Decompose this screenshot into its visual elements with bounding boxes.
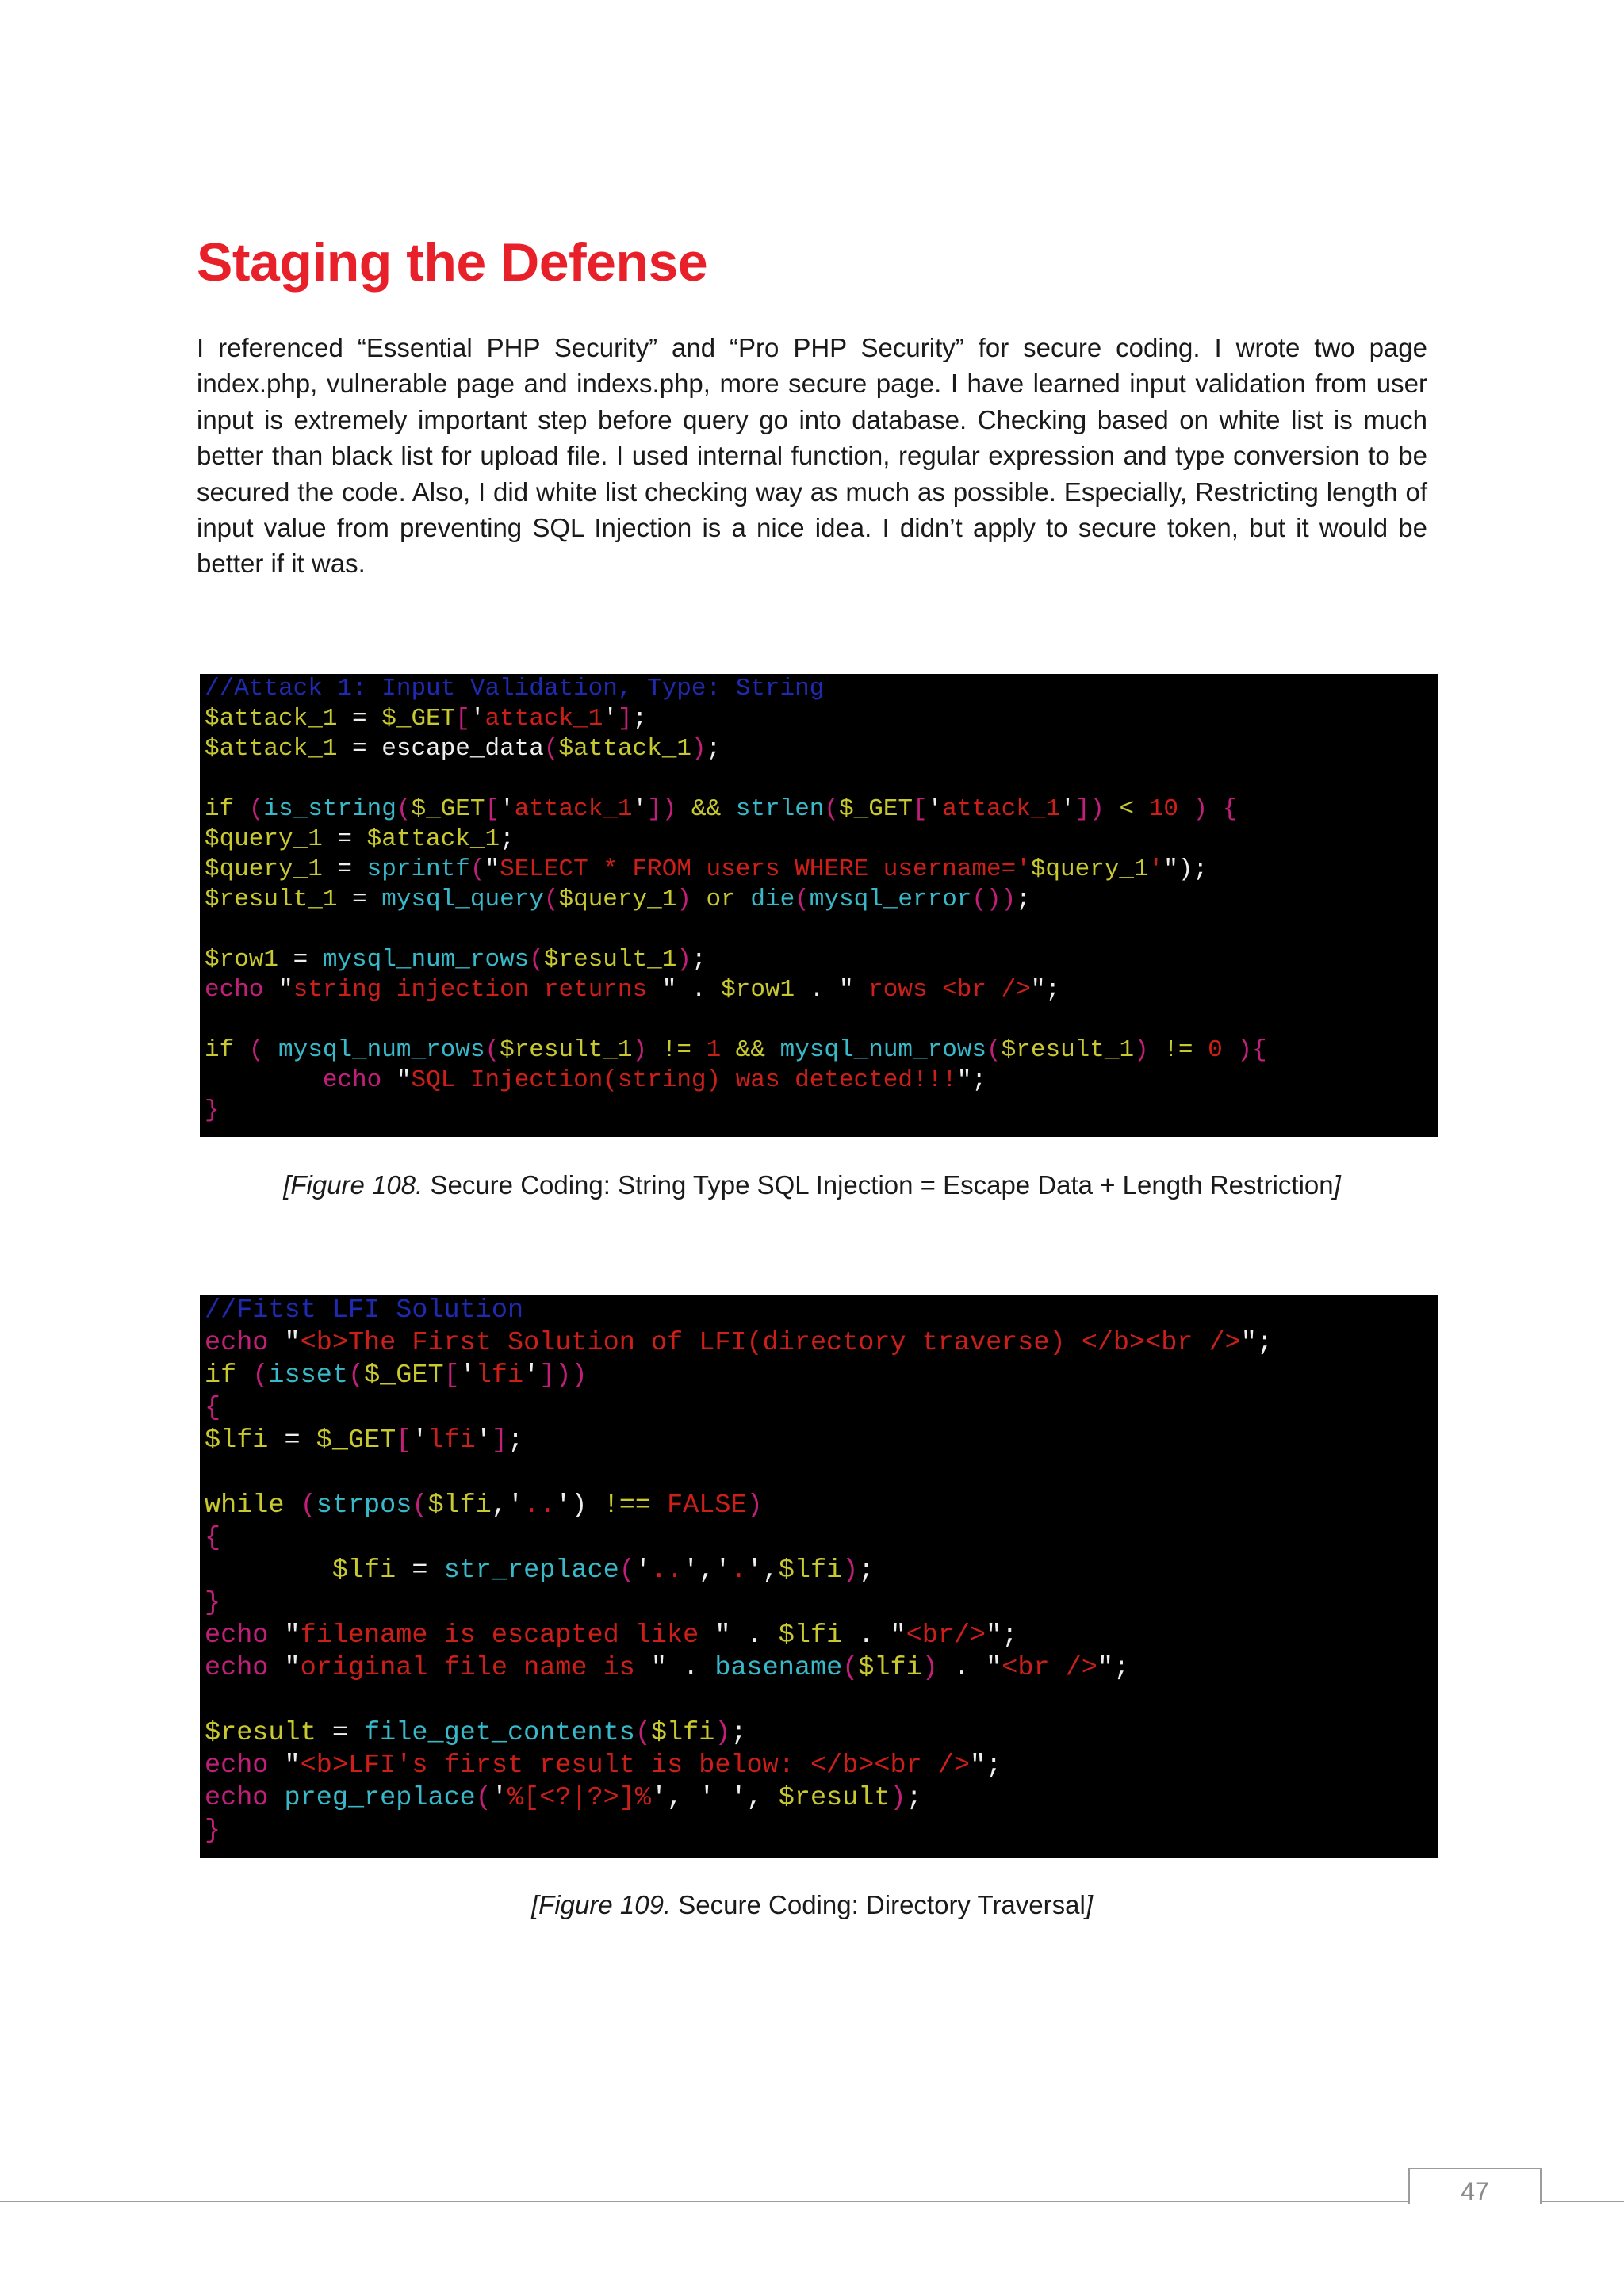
code-token: "; [986, 1621, 1018, 1651]
code-token: echo [205, 1653, 269, 1683]
code-token: "; [1030, 976, 1061, 1004]
code-token: ( [619, 1556, 635, 1586]
code-line [205, 975, 1438, 1005]
code-line [205, 1066, 1438, 1096]
code-token: mysql_error [809, 886, 972, 913]
code-token: ' [1148, 855, 1164, 883]
code-token: "; [1097, 1653, 1130, 1683]
code-token: = [337, 705, 382, 733]
code-token: [ [443, 1360, 460, 1391]
code-token: ( [252, 1360, 269, 1391]
code-token: mysql_query [381, 886, 544, 913]
code-token: if [205, 1036, 249, 1064]
code-token: 0 [1208, 1036, 1223, 1064]
code-token: echo [322, 1066, 382, 1094]
code-token: ) [1134, 1036, 1149, 1064]
code-token: SQL Injection(string) was detected!!! [411, 1066, 957, 1094]
code-token: ; [858, 1556, 875, 1586]
code-token: FALSE [667, 1490, 747, 1521]
code-token: && [721, 1036, 780, 1064]
code-token [205, 1556, 332, 1586]
code-token: ' [603, 705, 618, 733]
code-token: ; [632, 705, 648, 733]
code-token: $result_1 [500, 1036, 633, 1064]
code-token: <b>LFI's first result is below: </b><br /> [300, 1751, 970, 1781]
code-token: ( [824, 795, 840, 823]
code-token [268, 1783, 284, 1813]
code-token: = [337, 886, 382, 913]
code-token: attack_1 [485, 705, 603, 733]
code-token: ( [248, 795, 264, 823]
code-token: ) { [1178, 795, 1238, 823]
code-line [205, 704, 1438, 734]
figure-109-end: ] [1085, 1890, 1093, 1919]
code-token: $lfi [778, 1621, 843, 1651]
code-token: 1 [706, 1036, 722, 1064]
code-token: ') [555, 1490, 588, 1521]
code-token: = [316, 1718, 365, 1748]
code-token: ; [691, 946, 707, 974]
code-token: ) [676, 886, 691, 913]
code-token: $attack_1 [205, 705, 338, 733]
code-token: } [205, 1588, 221, 1618]
code-token: //Attack 1: Input Validation, Type: String [205, 675, 825, 702]
code-line [205, 1425, 1438, 1457]
code-token: die [750, 886, 795, 913]
code-token: ; [508, 1425, 524, 1456]
code-token: $_GET [364, 1360, 444, 1391]
code-token: ' [412, 1425, 428, 1456]
code-line [205, 1522, 1438, 1555]
code-token: <b>The First Solution of LFI(directory traverse) </b><br /> [300, 1328, 1241, 1358]
code-line [205, 1392, 1438, 1425]
code-token: ( [543, 886, 559, 913]
code-token: !== [587, 1490, 668, 1521]
code-token: .. [650, 1556, 684, 1586]
code-line [205, 1035, 1438, 1066]
code-token: ( [842, 1653, 859, 1683]
code-token: ) [632, 1036, 648, 1064]
code-token: ' [500, 795, 515, 823]
code-token: $query_1 [205, 855, 323, 883]
code-line [205, 1457, 1438, 1490]
code-token: if [205, 795, 249, 823]
code-token: ' [632, 795, 648, 823]
code-line [205, 794, 1438, 825]
code-token: ',' [683, 1556, 731, 1586]
code-line [205, 1652, 1438, 1685]
code-line [205, 1005, 1438, 1035]
code-token: ) [714, 1718, 731, 1748]
code-token: $lfi [427, 1490, 492, 1521]
code-token: ( [986, 1036, 1002, 1064]
code-token: $lfi [650, 1718, 715, 1748]
code-token: $result_1 [1001, 1036, 1135, 1064]
code-token: () [971, 886, 1002, 913]
code-token: ) [691, 735, 707, 763]
code-token: isset [268, 1360, 348, 1391]
code-token: attack_1 [514, 795, 633, 823]
code-token: "; [956, 1066, 986, 1094]
code-token: ' [459, 1360, 476, 1391]
code-token: ) [890, 1783, 906, 1813]
code-token: ])) [539, 1360, 588, 1391]
code-token: $attack_1 [558, 735, 691, 763]
code-token: $result_1 [205, 886, 338, 913]
code-token: $lfi [205, 1425, 269, 1456]
code-token: str_replace [443, 1556, 619, 1586]
code-line [205, 1360, 1438, 1392]
code-token: ); [1178, 855, 1208, 883]
code-token: "; [969, 1751, 1002, 1781]
code-token: $lfi [778, 1556, 843, 1586]
code-token: . " [937, 1653, 1002, 1683]
code-token: ', [746, 1556, 779, 1586]
footer-rule [0, 2201, 1624, 2202]
code-token: ,' [491, 1490, 524, 1521]
code-token: ; [730, 1718, 747, 1748]
code-token: ]) [1074, 795, 1105, 823]
code-line [205, 855, 1438, 885]
code-token: [ [396, 1425, 412, 1456]
code-line [205, 1327, 1438, 1360]
code-token: ; [1016, 886, 1031, 913]
code-token: " [381, 1066, 412, 1094]
code-token: $row1 [205, 946, 279, 974]
code-token: ; [906, 1783, 922, 1813]
code-token: ) [842, 1556, 859, 1586]
code-token: = [322, 855, 367, 883]
code-token: ]) [647, 795, 677, 823]
code-token: ) [746, 1490, 763, 1521]
code-line [205, 1620, 1438, 1652]
code-token: ( [795, 886, 810, 913]
code-token: = [322, 825, 367, 853]
code-token: $lfi [331, 1556, 396, 1586]
code-token: .. [523, 1490, 556, 1521]
code-token: mysql_num_rows [779, 1036, 987, 1064]
code-token: " [268, 1328, 301, 1358]
code-token: //Fitst LFI Solution [205, 1295, 524, 1326]
code-token: while [205, 1490, 301, 1521]
code-line [205, 1782, 1438, 1815]
code-token: $query_1 [1030, 855, 1149, 883]
code-token: $result_1 [543, 946, 677, 974]
code-line [205, 1815, 1438, 1847]
code-token: echo [205, 1328, 269, 1358]
code-token: [ [455, 705, 470, 733]
code-line [205, 915, 1438, 945]
code-line [205, 885, 1438, 915]
code-line [205, 1685, 1438, 1717]
code-token: $query_1 [205, 825, 323, 853]
code-token: mysql_num_rows [278, 1036, 485, 1064]
code-line [205, 764, 1438, 794]
code-token: ' [523, 1360, 540, 1391]
code-token: lfi [427, 1425, 476, 1456]
code-token: ; [500, 825, 515, 853]
code-token: ( [485, 1036, 500, 1064]
code-token: " . [634, 1653, 715, 1683]
code-token: is_string [263, 795, 396, 823]
code-token: $result [778, 1783, 891, 1813]
code-token: ( [300, 1490, 316, 1521]
code-token: != [647, 1036, 707, 1064]
code-token: ' [475, 1425, 492, 1456]
code-token: " [263, 976, 293, 1004]
code-token: $_GET [381, 705, 456, 733]
code-token: ' [469, 705, 485, 733]
code-token: " . [647, 976, 722, 1004]
code-token: echo [205, 1751, 269, 1781]
code-token: $lfi [858, 1653, 922, 1683]
code-token: " [1163, 855, 1178, 883]
figure-109-caption [0, 1890, 1624, 1920]
code-token: string injection returns [293, 976, 648, 1004]
code-token: " [268, 1751, 301, 1781]
code-token: file_get_contents [364, 1718, 635, 1748]
code-token: ] [617, 705, 633, 733]
code-token: $attack_1 [366, 825, 500, 853]
code-line [205, 734, 1438, 764]
figure-108-caption [0, 1170, 1624, 1200]
code-token: echo [205, 976, 264, 1004]
code-token: } [205, 1096, 220, 1124]
code-token: . [730, 1556, 747, 1586]
code-token: { [205, 1523, 221, 1553]
code-token: = [268, 1425, 316, 1456]
code-token: { [205, 1393, 221, 1423]
code-token: $_GET [316, 1425, 396, 1456]
code-token: or [691, 886, 751, 913]
code-token: basename [714, 1653, 843, 1683]
code-token: sprintf [366, 855, 470, 883]
figure-108-label: [Figure 108. [283, 1170, 423, 1200]
figure-108-text: Secure Coding: String Type SQL Injection = Escape Data + Length Restriction [423, 1170, 1334, 1200]
code-line [205, 825, 1438, 855]
code-line [205, 1096, 1438, 1126]
code-line [205, 1717, 1438, 1750]
code-token: ( [475, 1783, 492, 1813]
intro-paragraph: I referenced “Essential PHP Security” and “Pro PHP Security” for secure coding. I wrote two page index.php, vulnerable page and indexs.php, more secure page. I have learned input validation from user input is extremely important step before query go into database. Checking based on white list is much better than black list for upload file. I used internal function, regular expression and type conversion to be secured the code. Also, I did white list checking way as much as possible. Especially, Restricting length of input value from preventing SQL Injection is a nice idea. I didn’t apply to secure token, but it would be better if it was. [197, 333, 1427, 579]
code-token: ( [248, 1036, 279, 1064]
code-token: $query_1 [558, 886, 677, 913]
code-token: ] [491, 1425, 508, 1456]
code-token: strpos [316, 1490, 412, 1521]
code-token: ( [469, 855, 485, 883]
page-number: 47 [1461, 2177, 1489, 2206]
code-token: $_GET [411, 795, 485, 823]
code-line [205, 1750, 1438, 1782]
code-token: != [1148, 1036, 1208, 1064]
page-title: Staging the Defense [197, 232, 708, 293]
code-token: ( [543, 735, 559, 763]
code-token: ' [634, 1556, 651, 1586]
code-token: ( [412, 1490, 428, 1521]
code-token: <br/> [906, 1621, 986, 1651]
code-token: ' [1060, 795, 1075, 823]
code-token: . " [842, 1621, 906, 1651]
code-token: echo [205, 1621, 269, 1651]
figure-109-label: [Figure 109. [531, 1890, 672, 1919]
code-token: $result [205, 1718, 316, 1748]
code-token: ' [491, 1783, 508, 1813]
code-token: " [268, 1653, 301, 1683]
code-token: mysql_num_rows [322, 946, 530, 974]
code-token: " [485, 855, 500, 883]
code-line [205, 1555, 1438, 1587]
code-token: <br /> [1002, 1653, 1097, 1683]
code-token: } [205, 1816, 221, 1846]
code-token: if [205, 1360, 253, 1391]
code-token: [ [485, 795, 500, 823]
code-token: && [676, 795, 736, 823]
code-token: . " [795, 976, 869, 1004]
code-token: ( [347, 1360, 365, 1391]
code-token: ) [676, 946, 691, 974]
code-line [205, 1490, 1438, 1522]
code-token: original file name is [300, 1653, 635, 1683]
code-token: " [268, 1621, 301, 1651]
code-token: < [1104, 795, 1149, 823]
code-token: rows <br /> [868, 976, 1031, 1004]
code-token: ; [706, 735, 722, 763]
code-token: $row1 [721, 976, 795, 1004]
code-figure-108 [200, 674, 1438, 1137]
code-line [205, 1587, 1438, 1620]
code-token: echo [205, 1783, 269, 1813]
code-token: $_GET [839, 795, 914, 823]
code-token: $attack_1 [205, 735, 338, 763]
code-token: [ [913, 795, 928, 823]
code-figure-109 [200, 1295, 1438, 1858]
code-token: 10 [1148, 795, 1178, 823]
code-token [205, 1066, 323, 1094]
code-token: lfi [475, 1360, 524, 1391]
code-token: attack_1 [942, 795, 1061, 823]
code-token: ) [921, 1653, 938, 1683]
code-token: %[<?|?>]% [508, 1783, 651, 1813]
code-token: ( [529, 946, 544, 974]
code-token: = [337, 735, 382, 763]
code-token: "; [1240, 1328, 1273, 1358]
code-token: ){ [1222, 1036, 1267, 1064]
code-token: preg_replace [284, 1783, 476, 1813]
code-token: ) [1001, 886, 1017, 913]
code-token: = [278, 946, 323, 974]
code-token: ', ' ', [650, 1783, 779, 1813]
code-token: " . [699, 1621, 779, 1651]
code-line [205, 945, 1438, 975]
figure-109-text: Secure Coding: Directory Traversal [671, 1890, 1086, 1919]
code-token: = [396, 1556, 444, 1586]
code-token: ( [634, 1718, 651, 1748]
code-line [205, 674, 1438, 704]
code-token: ( [396, 795, 412, 823]
code-token: ' [927, 795, 943, 823]
code-line [205, 1295, 1438, 1327]
code-token: filename is escapted like [300, 1621, 699, 1651]
code-token: SELECT * FROM users WHERE username=' [500, 855, 1031, 883]
code-token: escape_data [381, 735, 544, 763]
figure-108-end: ] [1333, 1170, 1341, 1200]
code-token: strlen [735, 795, 825, 823]
